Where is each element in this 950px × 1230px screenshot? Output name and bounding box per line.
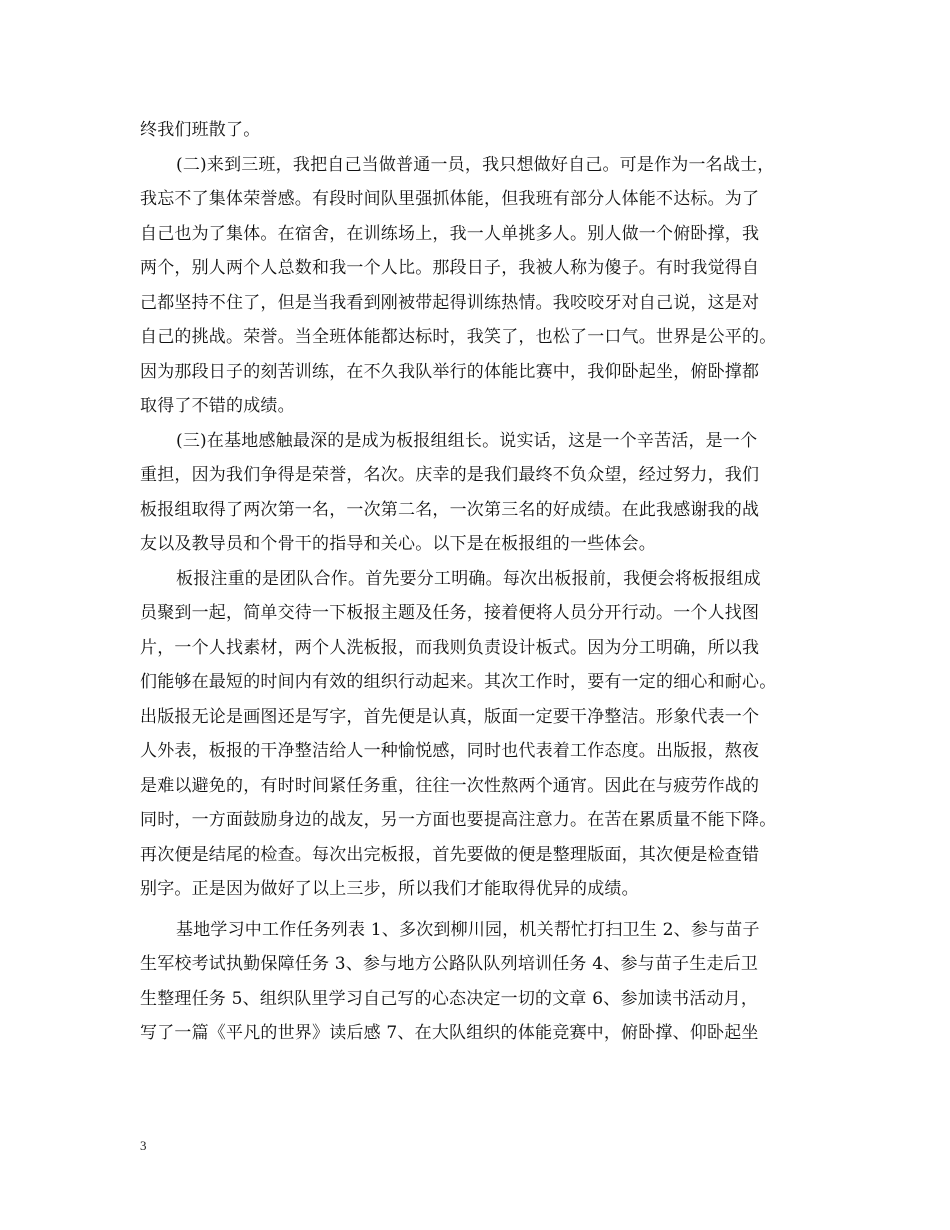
text-line: 人外表，板报的干净整洁给人一种愉悦感，同时也代表着工作态度。出版报，熬夜 [140,741,760,761]
text-line: 两个，别人两个人总数和我一个人比。那段日子，我被人称为傻子。有时我觉得自 [140,258,760,278]
text-line: 因为那段日子的刻苦训练，在不久我队举行的体能比赛中，我仰卧起坐，俯卧撑都 [140,361,760,382]
text-line: 重担，因为我们争得是荣誉，名次。庆幸的是我们最终不负众望，经过努力，我们 [140,465,760,485]
text-line: 自己也为了集体。在宿舍，在训练场上，我一人单挑多人。别人做一个俯卧撑，我 [140,223,760,244]
page-number: 3 [140,1138,147,1153]
text-line: 同时，一方面鼓励身边的战友，另一方面也要提高注意力。在苦在累质量不能下降。 [140,810,777,830]
text-line: 取得了不错的成绩。 [140,396,295,416]
text-line: 友以及教导员和个骨干的指导和关心。以下是在板报组的一些体会。 [140,534,656,554]
paragraph-3-start: (三)在基地感触最深的是成为板报组组长。说实话，这是一个辛苦活，是一个 [176,430,758,451]
text-line: 别字。正是因为做好了以上三步，所以我们才能取得优异的成绩。 [140,879,639,899]
text-line: 生军校考试执勤保障任务 3、参与地方公路队队列培训任务 4、参与苗子生走后卫 [140,954,759,974]
text-line: 自己的挑战。荣誉。当全班体能都达标时，我笑了，也松了一口气。世界是公平的。 [140,327,777,347]
text-line: 板报组取得了两次第一名，一次第二名，一次第三名的好成绩。在此我感谢我的战 [140,499,760,520]
text-line: 生整理任务 5、组织队里学习自己写的心态决定一切的文章 6、参加读书活动月， [140,988,759,1009]
text-line: 是难以避免的，有时时间紧任务重，往往一次性熬两个通宵。因此在与疲劳作战的 [140,775,760,796]
text-line: 再次便是结尾的检查。每次出完板报，首先要做的便是整理版面，其次便是检查错 [140,844,760,865]
text-line: 我忘不了集体荣誉感。有段时间队里强抓体能，但我班有部分人体能不达标。为了 [140,189,760,209]
paragraph-4-start: 板报注重的是团队合作。首先要分工明确。每次出板报前，我便会将板报组成 [176,568,761,589]
paragraph-5-start: 基地学习中工作任务列表 1、多次到柳川园，机关帮忙打扫卫生 2、参与苗子 [176,919,760,940]
text-line: 片，一个人找素材，两个人洗板报，而我则负责设计板式。因为分工明确，所以我 [140,637,760,658]
text-line: 写了一篇《平凡的世界》读后感 7、在大队组织的体能竞赛中，俯卧撑、仰卧起坐 [140,1023,759,1043]
text-line: 己都坚持不住了，但是当我看到刚被带起得训练热情。我咬咬牙对自己说，这是对 [140,292,760,313]
text-line: 们能够在最短的时间内有效的组织行动起来。其次工作时，要有一定的细心和耐心。 [140,672,777,692]
body-text [140,113,815,1051]
text-line: 员聚到一起，简单交待一下板报主题及任务，接着便将人员分开行动。一个人找图 [140,603,760,623]
text-line: 终我们班散了。 [140,120,261,140]
text-line: 出版报无论是画图还是写字，首先便是认真，版面一定要干净整洁。形象代表一个 [140,706,760,727]
paragraph-2-start: (二)来到三班，我把自己当做普通一员，我只想做好自己。可是作为一名战士， [176,154,775,175]
